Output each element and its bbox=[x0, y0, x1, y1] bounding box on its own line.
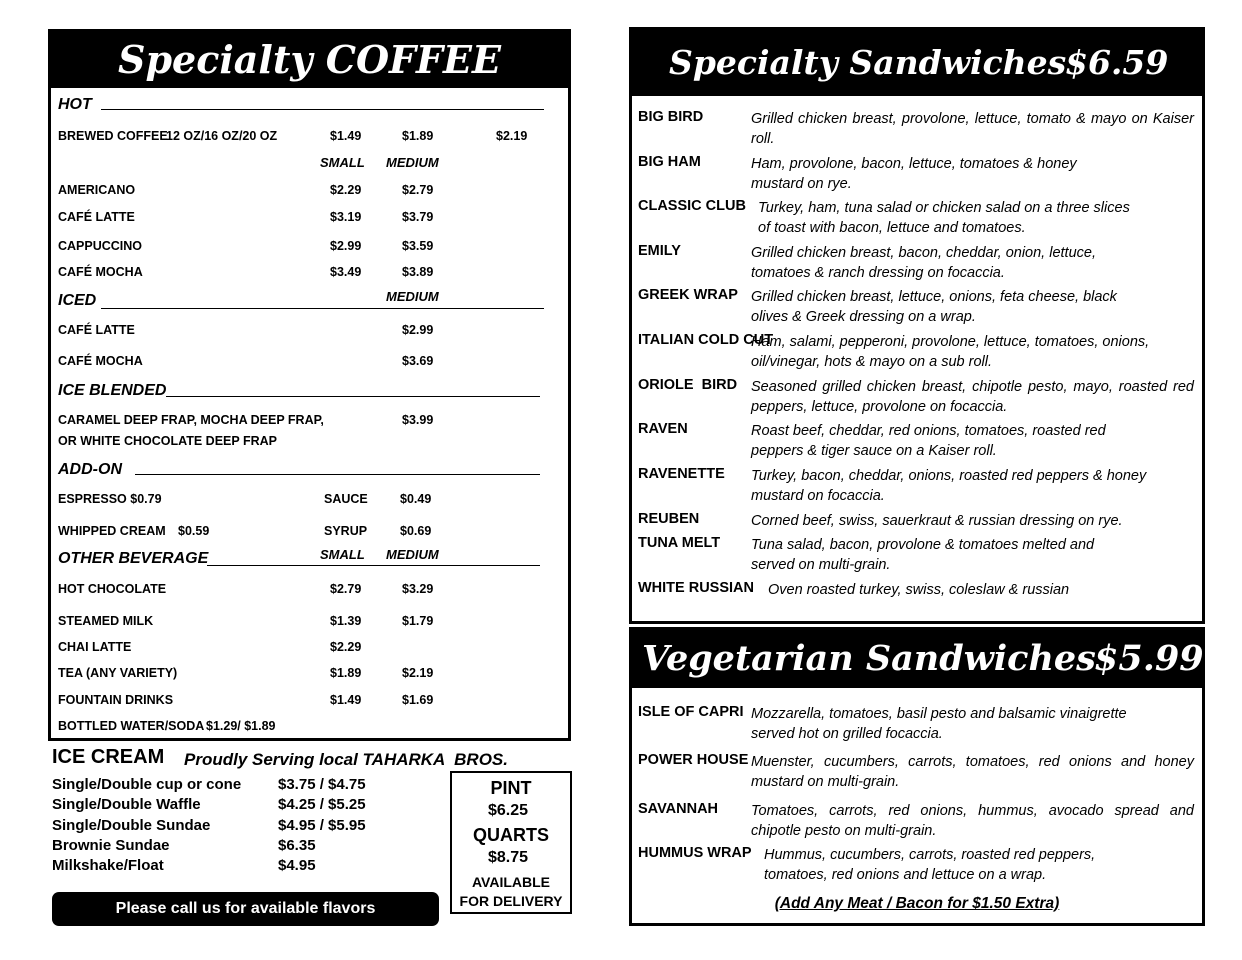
ice-cream-item-name: Single/Double Sundae bbox=[52, 817, 211, 834]
bottled-water-name: BOTTLED WATER/SODA bbox=[58, 719, 205, 733]
sandwich-name: BIG BIRD bbox=[638, 109, 704, 125]
other-size-medium: MEDIUM bbox=[386, 547, 439, 562]
other-size-small: SMALL bbox=[320, 547, 365, 562]
sandwich-description: Turkey, bacon, cheddar, onions, roasted red peppers & honey mustard on focaccia. bbox=[751, 468, 1147, 504]
sandwich-name: CLASSIC CLUB bbox=[638, 198, 746, 214]
sandwich-description: Grilled chicken breast, provolone, lettuce, tomato & mayo on Kaiser roll. bbox=[751, 111, 1194, 147]
addon-heading: ADD-ON bbox=[58, 461, 122, 478]
quarts-price: $8.75 bbox=[488, 849, 529, 866]
menu-item-price-medium: $2.79 bbox=[402, 183, 434, 197]
menu-item-name: CAFÉ LATTE bbox=[58, 323, 135, 337]
sandwich-description: Hummus, cucumbers, carrots, roasted red peppers, tomatoes, red onions and lettuce on a wrap. bbox=[764, 847, 1096, 883]
sandwich-name: HUMMUS WRAP bbox=[638, 845, 752, 861]
menu-item-name: TEA (ANY VARIETY) bbox=[58, 666, 178, 680]
iced-divider bbox=[101, 308, 544, 309]
addon-syrup: SYRUP bbox=[324, 524, 368, 538]
pint-label: PINT bbox=[490, 778, 532, 798]
quarts-label: QUARTS bbox=[473, 825, 549, 845]
ice-cream-item-price: $3.75 / $4.75 bbox=[278, 776, 366, 793]
sandwich-name: EMILY bbox=[638, 243, 681, 259]
sandwich-description: Roast beef, cheddar, red onions, tomatoes, roasted red peppers & tiger sauce on a Kaiser roll. bbox=[751, 423, 1106, 459]
other-divider bbox=[207, 565, 540, 566]
blended-line-2: OR WHITE CHOCOLATE DEEP FRAP bbox=[58, 434, 277, 448]
addon-syrup-price: $0.69 bbox=[400, 524, 432, 538]
menu-item-name: CAFÉ MOCHA bbox=[58, 265, 143, 279]
sandwich-name: RAVEN bbox=[638, 421, 688, 437]
pint-price: $6.25 bbox=[488, 802, 529, 819]
sandwich-name: BIG HAM bbox=[638, 154, 701, 170]
ice-cream-item-name: Single/Double Waffle bbox=[52, 796, 201, 813]
hot-heading: HOT bbox=[58, 96, 92, 113]
menu-item-price-small: $2.79 bbox=[330, 582, 362, 596]
specialty-sandwiches-panel bbox=[629, 27, 1205, 624]
ice-cream-item-price: $6.35 bbox=[278, 837, 316, 854]
menu-item-price-small: $2.99 bbox=[330, 239, 362, 253]
sandwich-description: Ham, salami, pepperoni, provolone, lettuce, tomatoes, onions, oil/vinegar, hots & mayo on a sub roll. bbox=[751, 334, 1150, 370]
menu-item-price-small: $1.49 bbox=[330, 693, 362, 707]
menu-item-price-medium: $3.59 bbox=[402, 239, 434, 253]
addon-whipped-cream: WHIPPED CREAM bbox=[58, 524, 166, 538]
menu-item-name: CAPPUCCINO bbox=[58, 239, 143, 253]
menu-item-price-small: $2.29 bbox=[330, 640, 362, 654]
sandwich-name: ITALIAN COLD CUT bbox=[638, 332, 774, 348]
specialty-header bbox=[632, 30, 1202, 96]
brewed-coffee-sizes: 12 OZ/16 OZ/20 OZ bbox=[166, 129, 278, 143]
menu-item-price-small: $1.89 bbox=[330, 666, 362, 680]
hot-size-small: SMALL bbox=[320, 155, 365, 170]
blended-line-1: CARAMEL DEEP FRAP, MOCHA DEEP FRAP, bbox=[58, 413, 324, 427]
menu-item-name: AMERICANO bbox=[58, 183, 136, 197]
menu-item-price-medium: $2.99 bbox=[402, 323, 434, 337]
sandwich-description: Oven roasted turkey, swiss, coleslaw & russian bbox=[768, 582, 1070, 598]
menu-item-price-small: $3.19 bbox=[330, 210, 362, 224]
sandwich-name: POWER HOUSE bbox=[638, 752, 749, 768]
ice-cream-item-name: Milkshake/Float bbox=[52, 857, 164, 874]
sandwich-name: TUNA MELT bbox=[638, 535, 721, 551]
addon-sauce-price: $0.49 bbox=[400, 492, 432, 506]
ice-cream-title: ICE CREAM bbox=[52, 746, 165, 768]
addon-whipped-price: $0.59 bbox=[178, 524, 210, 538]
bottled-water-price: $1.29/ $1.89 bbox=[206, 719, 276, 733]
sandwich-name: WHITE RUSSIAN bbox=[638, 580, 754, 596]
sandwich-description: Ham, provolone, bacon, lettuce, tomatoes & honey mustard on rye. bbox=[751, 156, 1077, 192]
menu-item-name: CHAI LATTE bbox=[58, 640, 132, 654]
add-meat-note: (Add Any Meat / Bacon for $1.50 Extra) bbox=[774, 895, 1060, 912]
blended-divider bbox=[166, 396, 540, 397]
blended-price: $3.99 bbox=[402, 413, 434, 427]
call-for-flavors-banner bbox=[52, 892, 439, 926]
sandwich-name: REUBEN bbox=[638, 511, 700, 527]
sandwich-description: Grilled chicken breast, lettuce, onions, feta cheese, black olives & Greek dressing on a wrap. bbox=[751, 289, 1117, 325]
menu-item-name: CAFÉ LATTE bbox=[58, 210, 135, 224]
sandwich-description: Seasoned grilled chicken breast, chipotle pesto, mayo, roasted red peppers, lettuce, provolone on focaccia. bbox=[751, 379, 1194, 415]
addon-espresso: ESPRESSO $0.79 bbox=[58, 492, 162, 506]
menu-item-price-medium: $1.69 bbox=[402, 693, 434, 707]
sandwich-name: ISLE OF CAPRI bbox=[638, 704, 744, 720]
menu-item-price-medium: $3.79 bbox=[402, 210, 434, 224]
sandwich-name: RAVENETTE bbox=[638, 466, 725, 482]
menu-item-price-small: $1.39 bbox=[330, 614, 362, 628]
specialty-title: Specialty Sandwiches bbox=[669, 43, 1067, 82]
sandwich-description: Mozzarella, tomatoes, basil pesto and balsamic vinaigrette served hot on grilled focaccia. bbox=[751, 706, 1127, 742]
sandwich-name: GREEK WRAP bbox=[638, 287, 738, 303]
menu-item-price-medium: $3.89 bbox=[402, 265, 434, 279]
menu-item-name: STEAMED MILK bbox=[58, 614, 154, 628]
menu-item-name: FOUNTAIN DRINKS bbox=[58, 693, 174, 707]
hot-size-medium: MEDIUM bbox=[386, 155, 439, 170]
sandwich-description: Tuna salad, bacon, provolone & tomatoes melted and served on multi-grain. bbox=[751, 537, 1095, 573]
sandwich-description: Turkey, ham, tuna salad or chicken salad on a three slices of toast with bacon, lettuce and tomatoes. bbox=[758, 200, 1130, 236]
menu-item-price-medium: $3.69 bbox=[402, 354, 434, 368]
pint-quarts-box bbox=[450, 771, 572, 914]
menu-item-price-small: $3.49 bbox=[330, 265, 362, 279]
vegetarian-price: $5.99 bbox=[1094, 638, 1204, 679]
menu-item-price-medium: $3.29 bbox=[402, 582, 434, 596]
menu-item-price-small: $2.29 bbox=[330, 183, 362, 197]
call-for-flavors-text: Please call us for available flavors bbox=[115, 900, 376, 917]
ice-cream-item-price: $4.95 bbox=[278, 857, 316, 874]
blended-heading: ICE BLENDED bbox=[58, 382, 167, 399]
available-line-2: FOR DELIVERY bbox=[459, 893, 563, 909]
vegetarian-sandwiches-panel bbox=[629, 627, 1205, 926]
vegetarian-title: Vegetarian Sandwiches bbox=[642, 638, 1096, 679]
specialty-price: $6.59 bbox=[1065, 43, 1169, 82]
brewed-coffee-name: BREWED COFFEE bbox=[58, 129, 168, 143]
sandwich-name: ORIOLE BIRD bbox=[638, 377, 738, 393]
ice-cream-item-price: $4.25 / $5.25 bbox=[278, 796, 366, 813]
menu-item-price-medium: $2.19 bbox=[402, 666, 434, 680]
menu-item-name: CAFÉ MOCHA bbox=[58, 354, 143, 368]
sandwich-description: Grilled chicken breast, bacon, cheddar, onion, lettuce, tomatoes & ranch dressing on focaccia. bbox=[751, 245, 1096, 281]
vegetarian-header bbox=[632, 630, 1202, 688]
ice-cream-tagline: Proudly Serving local TAHARKA BROS. bbox=[184, 750, 508, 769]
coffee-header bbox=[51, 32, 568, 88]
sandwich-description: Tomatoes, carrots, red onions, hummus, avocado spread and chipotle pesto on multi-grain. bbox=[751, 803, 1194, 839]
ice-cream-item-name: Single/Double cup or cone bbox=[52, 776, 242, 793]
coffee-panel bbox=[48, 29, 571, 741]
hot-divider bbox=[101, 109, 544, 110]
menu-item-name: HOT CHOCOLATE bbox=[58, 582, 167, 596]
ice-cream-item-name: Brownie Sundae bbox=[52, 837, 170, 854]
addon-sauce: SAUCE bbox=[324, 492, 368, 506]
sandwich-description: Muenster, cucumbers, carrots, tomatoes, red onions and honey mustard on multi-grain. bbox=[751, 754, 1194, 790]
coffee-title: Specialty COFFEE bbox=[118, 37, 501, 82]
brewed-price-12oz: $1.49 bbox=[330, 129, 362, 143]
addon-divider bbox=[135, 474, 540, 475]
menu-item-price-medium: $1.79 bbox=[402, 614, 434, 628]
iced-size-medium: MEDIUM bbox=[386, 289, 439, 304]
iced-heading: ICED bbox=[58, 292, 97, 309]
sandwich-name: SAVANNAH bbox=[638, 801, 719, 817]
available-line-1: AVAILABLE bbox=[471, 874, 551, 890]
sandwich-description: Corned beef, swiss, sauerkraut & russian dressing on rye. bbox=[751, 513, 1123, 529]
ice-cream-item-price: $4.95 / $5.95 bbox=[278, 817, 366, 834]
brewed-price-20oz: $2.19 bbox=[496, 129, 528, 143]
other-heading: OTHER BEVERAGE bbox=[58, 550, 209, 567]
brewed-price-16oz: $1.89 bbox=[402, 129, 434, 143]
